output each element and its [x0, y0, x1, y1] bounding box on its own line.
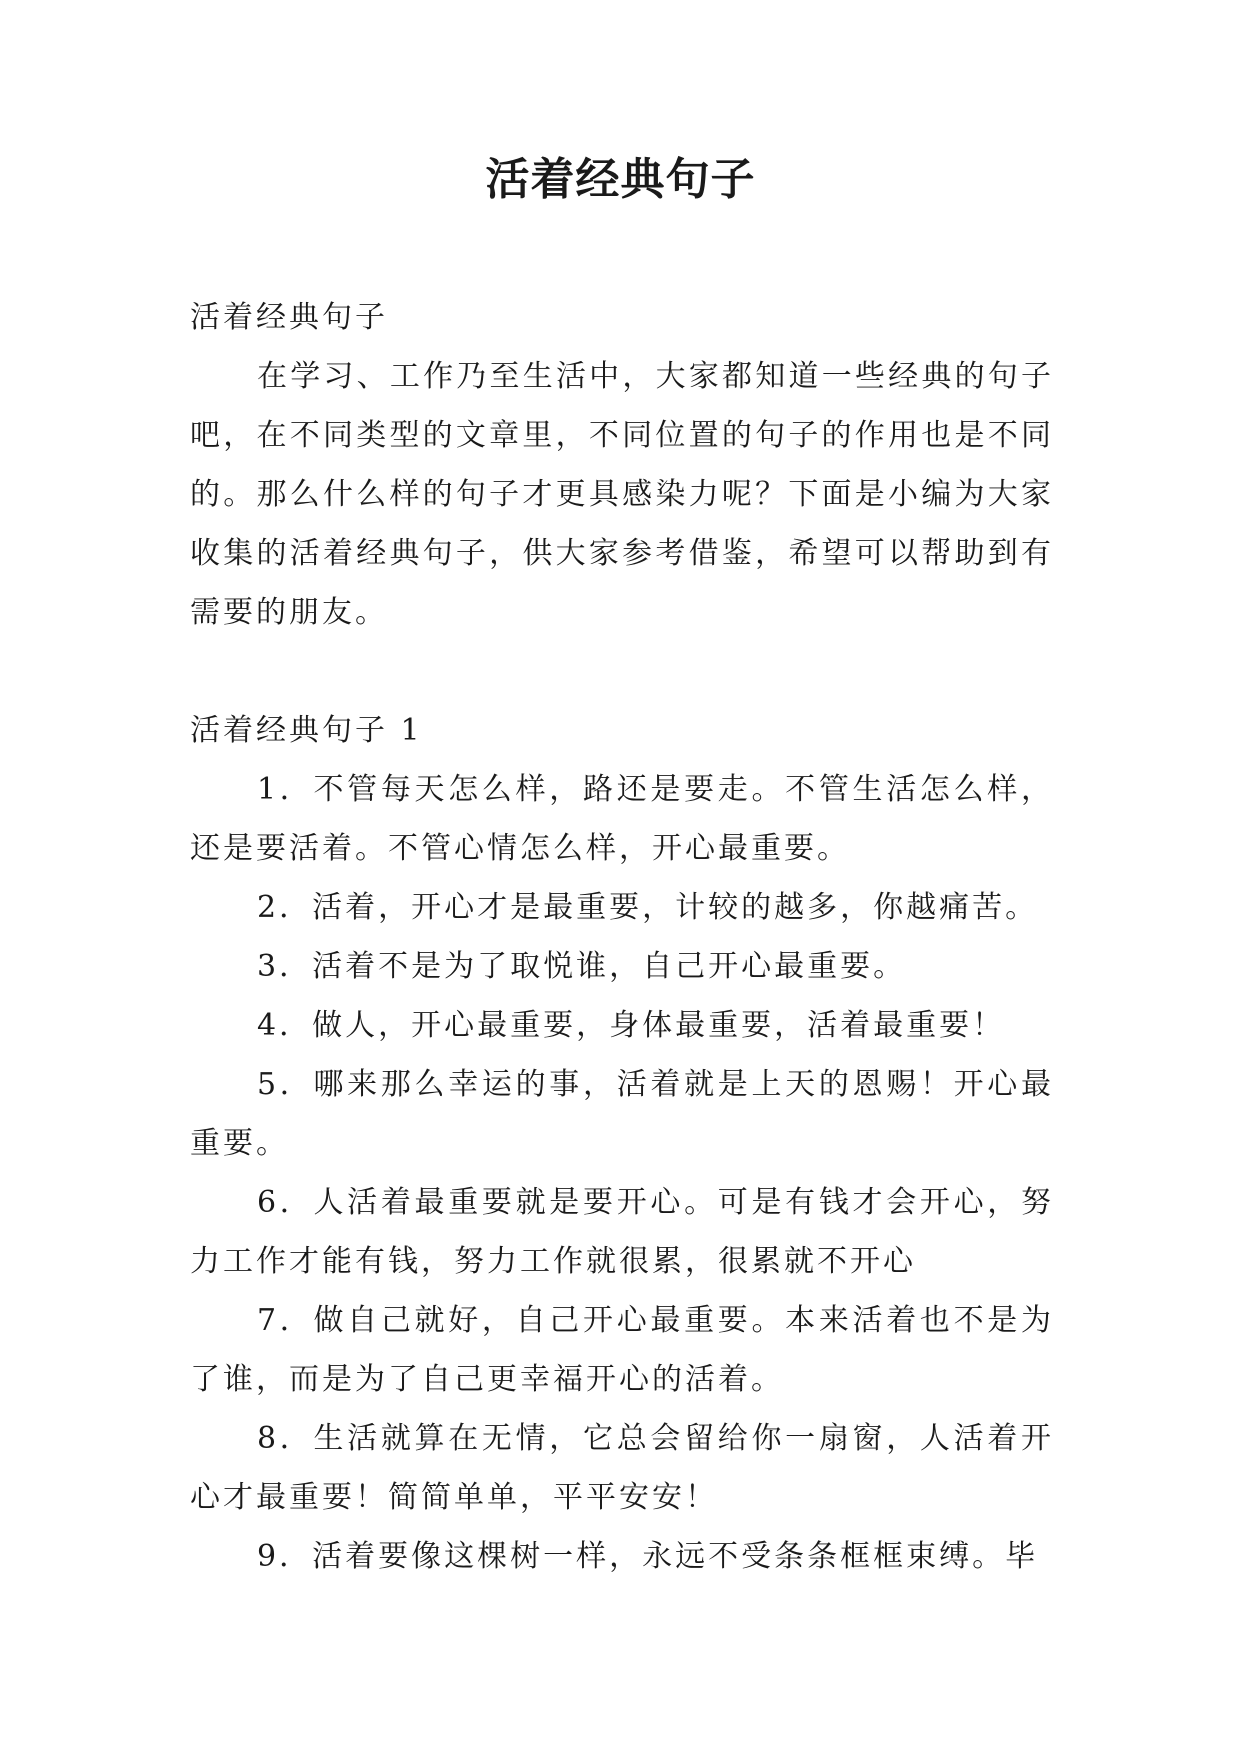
list-item: 1．不管每天怎么样，路还是要走。不管生活怎么样，还是要活着。不管心情怎么样，开心最重要。: [190, 772, 1054, 866]
list-item: 6．人活着最重要就是要开心。可是有钱才会开心，努力工作才能有钱，努力工作就很累，很累就不开心: [190, 1185, 1054, 1279]
document-body: [190, 288, 1054, 1586]
list-item: 8．生活就算在无情，它总会留给你一扇窗，人活着开心才最重要！简简单单，平平安安！: [190, 1421, 1054, 1515]
section-1-heading: 活着经典句子 1: [190, 713, 423, 748]
intro-heading: 活着经典句子: [190, 300, 388, 335]
list-item: 3．活着不是为了取悦谁，自己开心最重要。: [257, 949, 907, 984]
list-item: 4．做人，开心最重要，身体最重要，活着最重要！: [257, 1008, 1006, 1043]
list-item: 5．哪来那么幸运的事，活着就是上天的恩赐！开心最重要。: [190, 1067, 1054, 1161]
intro-paragraph: 在学习、工作乃至生活中，大家都知道一些经典的句子吧，在不同类型的文章里，不同位置的句子的作用也是不同的。那么什么样的句子才更具感染力呢？下面是小编为大家收集的活着经典句子，供大家参考借鉴，希望可以帮助到有需要的朋友。: [190, 359, 1054, 630]
list-item: 9．活着要像这棵树一样，永远不受条条框框束缚。毕: [257, 1539, 1039, 1574]
paragraph-spacer: [190, 642, 1054, 701]
list-item: 7．做自己就好，自己开心最重要。本来活着也不是为了谁，而是为了自己更幸福开心的活着。: [190, 1303, 1054, 1397]
document-title: 活着经典句子: [485, 154, 756, 205]
list-item: 2．活着，开心才是最重要，计较的越多，你越痛苦。: [257, 890, 1039, 925]
